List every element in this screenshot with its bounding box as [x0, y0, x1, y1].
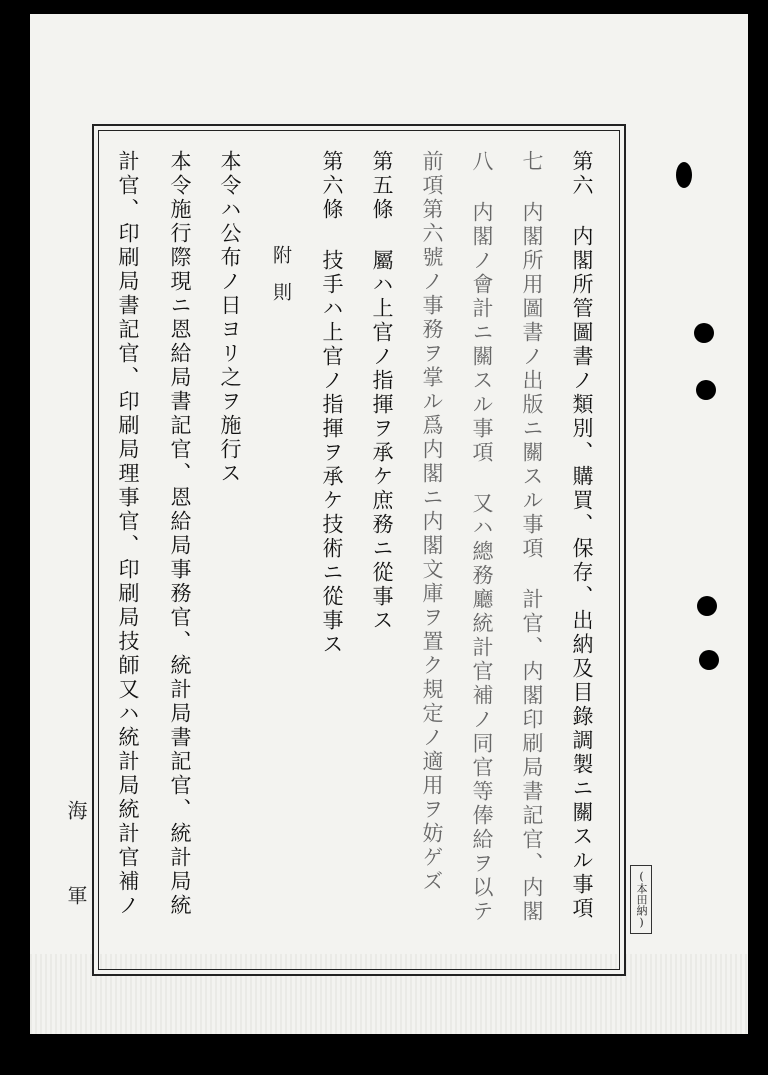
article-5: 第五條 屬ハ上官ノ指揮ヲ承ケ庶務ニ從事ス	[370, 150, 394, 633]
punch-hole	[697, 596, 717, 616]
supplementary-line-2: 本令施行際現ニ恩給局書記官、恩給局事務官、統計局書記官、統計局統	[168, 150, 192, 918]
margin-label-upper: 海	[64, 800, 88, 820]
text-column-2: 七 内閣所用圖書ノ出版ニ關スル事項 計官、内閣印刷局書記官、内閣	[520, 150, 544, 924]
text-column-1: 第六 内閣所管圖書ノ類別、購買、保存、出納及目錄調製ニ關スル事項	[570, 150, 594, 921]
archive-stamp: (本田納)	[630, 865, 652, 934]
article-6: 第六條 技手ハ上官ノ指揮ヲ承ケ技術ニ從事ス	[320, 150, 344, 657]
margin-label-lower: 軍	[64, 885, 88, 905]
supplementary-heading: 附則	[270, 245, 292, 319]
punch-hole	[694, 323, 714, 343]
punch-hole	[699, 650, 719, 670]
supplementary-line-1: 本令ハ公布ノ日ヨリ之ヲ施行ス	[218, 150, 242, 486]
punch-hole-mark	[676, 162, 692, 188]
text-column-4: 前項第六號ノ事務ヲ掌ル爲内閣ニ内閣文庫ヲ置ク規定ノ適用ヲ妨ゲズ	[420, 150, 444, 894]
punch-hole	[696, 380, 716, 400]
supplementary-line-3: 計官、印刷局書記官、印刷局理事官、印刷局技師又ハ統計局統計官補ノ	[116, 150, 140, 918]
text-column-3: 八 内閣ノ會計ニ關スル事項 又ハ總務廳統計官補ノ同官等俸給ヲ以テ	[470, 150, 494, 924]
